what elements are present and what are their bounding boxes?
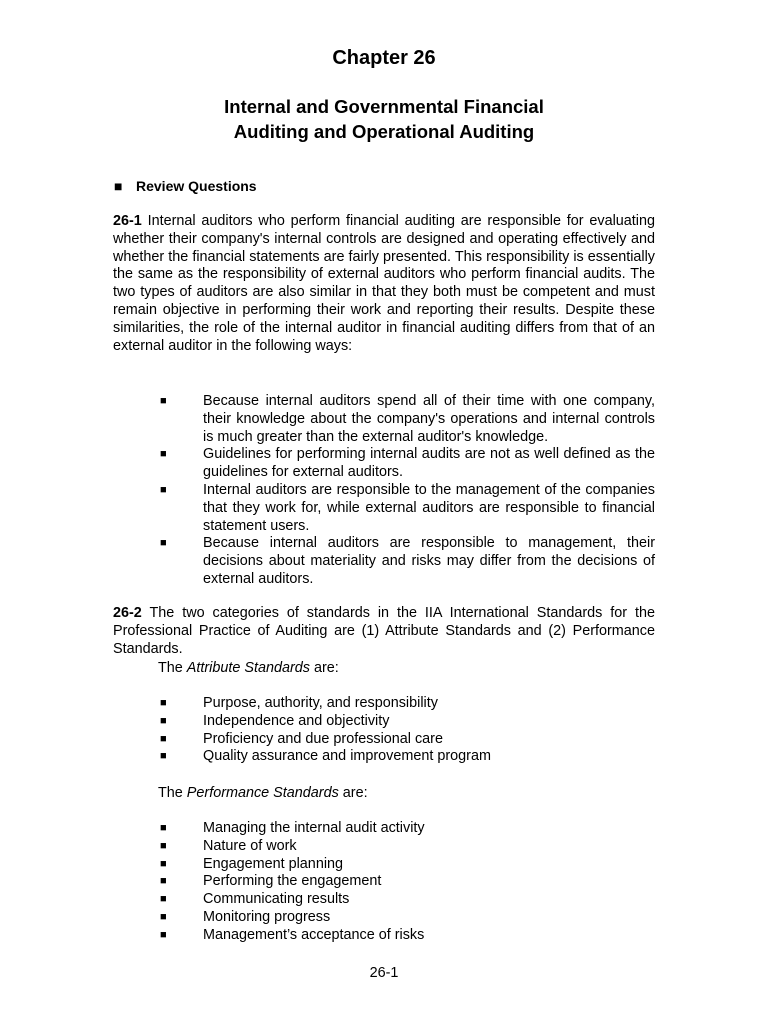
bullet-icon: ■ xyxy=(160,537,167,550)
list-item: ■ Communicating results xyxy=(160,891,350,908)
bullet-icon: ■ xyxy=(160,875,167,888)
bullet-icon: ■ xyxy=(160,839,167,852)
page-number: 26-1 xyxy=(369,965,399,981)
list-item: ■ Engagement planning xyxy=(160,855,344,872)
answer-number: 26-2 xyxy=(113,605,142,621)
list-item: ■ Quality assurance and improvement program xyxy=(160,748,491,765)
bullet-icon: ■ xyxy=(160,483,167,496)
bullet-icon: ■ xyxy=(160,697,167,709)
list-item: ■ Management’s acceptance of risks xyxy=(160,926,425,943)
bullet-icon: ■ xyxy=(160,750,167,763)
answer-26-2-paragraph xyxy=(113,605,655,658)
bullet-icon: ■ xyxy=(160,893,167,906)
answer-number: 26-1 xyxy=(113,213,142,229)
list-item: ■ Guidelines for performing internal audits are not as well defined as the guidelines for external auditors. xyxy=(160,446,655,481)
section-bullet-icon: ■ xyxy=(114,178,123,194)
performance-standards-list xyxy=(158,820,655,945)
bullet-icon: ■ xyxy=(160,928,167,941)
list-item: ■ Internal auditors are responsible to the management of the companies that they work for, while external auditors are responsible to financial statement users. xyxy=(160,481,655,534)
bullet-icon: ■ xyxy=(160,910,167,923)
bullet-icon: ■ xyxy=(160,448,167,461)
answer-26-1-paragraph xyxy=(113,213,655,355)
subtitle-line-1: Internal and Governmental Financial xyxy=(224,96,544,117)
subtitle-line-2: Auditing and Operational Auditing xyxy=(233,121,535,142)
list-item: ■ Managing the internal audit activity xyxy=(160,820,425,836)
answer-text: The two categories of standards in the IIA International Standards for the Professional Practice of Auditing are (1) Attribute Standards and (2) Performance Standards. xyxy=(113,605,655,657)
list-item: ■ Because internal auditors spend all of their time with one company, their knowledge about the company's operations and internal controls is much greater than the external auditor's knowledge. xyxy=(160,393,655,445)
performance-standards-intro: The Performance Standards are: xyxy=(158,785,368,801)
section-heading-text: Review Questions xyxy=(136,178,257,194)
bullet-icon: ■ xyxy=(160,395,167,407)
list-item: ■ Purpose, authority, and responsibility xyxy=(160,695,438,711)
section-heading xyxy=(114,177,257,195)
attribute-standards-intro: The Attribute Standards are: xyxy=(158,660,339,676)
bullet-icon: ■ xyxy=(160,857,167,870)
answer-26-1-bullet-list xyxy=(158,393,655,589)
list-item: ■ Nature of work xyxy=(160,837,297,854)
list-item: ■ Performing the engagement xyxy=(160,873,382,890)
list-item: ■ Proficiency and due professional care xyxy=(160,730,443,747)
bullet-icon: ■ xyxy=(160,714,167,727)
answer-text: Internal auditors who perform financial auditing are responsible for evaluating whether their company's internal controls are designed and operating effectively and whether the financial statements are fairly presented. This responsibility is essentially the same as the responsibility of external auditors who perform financial audits. The two types of auditors are also similar in that they both must be competent and must remain objective in performing their work and reporting their results. Despite these similarities, the role of the internal auditor in financial auditing differs from that of an external auditor in the following ways: xyxy=(113,213,656,354)
bullet-icon: ■ xyxy=(160,822,167,834)
attribute-standards-list xyxy=(158,695,655,766)
bullet-icon: ■ xyxy=(160,732,167,745)
list-item: ■ Because internal auditors are responsible to management, their decisions about materiality and risks may differ from the decisions of external auditors. xyxy=(160,535,655,587)
list-item: ■ Monitoring progress xyxy=(160,908,331,925)
chapter-subtitle xyxy=(0,94,768,144)
chapter-title: Chapter 26 xyxy=(332,47,436,69)
list-item: ■ Independence and objectivity xyxy=(160,712,390,729)
